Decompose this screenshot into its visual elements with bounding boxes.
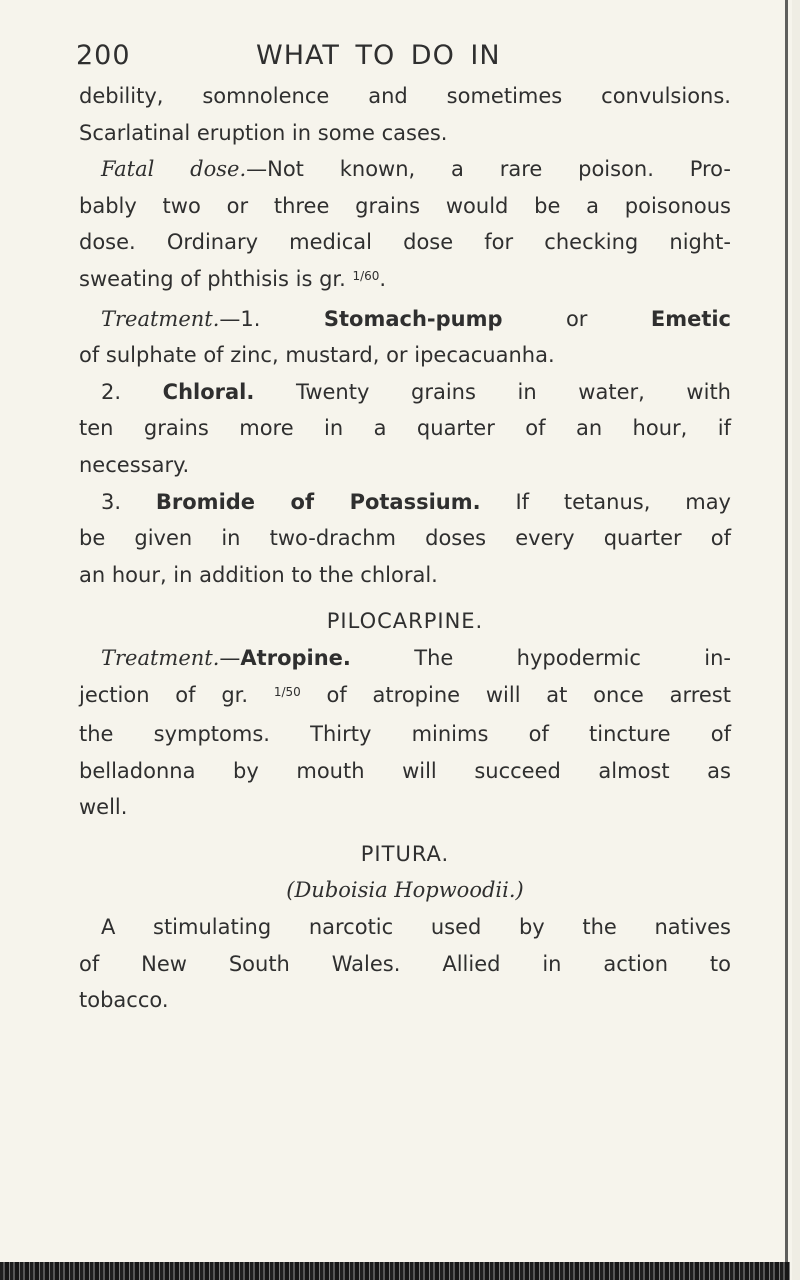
text-line: Scarlatinal eruption in some cases. bbox=[79, 120, 448, 145]
treatment-label: Treatment. bbox=[101, 306, 220, 331]
section-heading-pilocarpine: PILOCARPINE. bbox=[326, 609, 484, 634]
text-line: an hour, in addition to the chloral. bbox=[79, 562, 438, 587]
text-span: —1. bbox=[219, 306, 324, 331]
page-margin-strip bbox=[792, 0, 800, 1280]
text-line: bably two or three grains would be a poisonous bbox=[79, 193, 731, 218]
remedy-stomach-pump: Stomach-pump bbox=[323, 306, 503, 331]
body-text bbox=[79, 78, 731, 1019]
text-span: — bbox=[219, 645, 241, 670]
remedy-emetic: Emetic bbox=[650, 306, 731, 331]
text-span: of atropine will at once arrest bbox=[300, 682, 731, 707]
text-span: sweating of phthisis is gr. bbox=[79, 266, 353, 291]
running-head bbox=[76, 40, 726, 80]
text-span: The hypodermic in- bbox=[350, 645, 731, 670]
text-line: of New South Wales. Allied in action to bbox=[79, 951, 731, 976]
text-line: the symptoms. Thirty minims of tincture of bbox=[79, 722, 731, 747]
pilocarpine-treatment-line bbox=[79, 640, 731, 677]
text-span: 2. bbox=[101, 379, 163, 404]
text-line: necessary. bbox=[79, 452, 190, 477]
page-number: 200 bbox=[76, 40, 131, 71]
text-line: A stimulating narcotic used by the natives bbox=[101, 915, 731, 940]
remedy-bromide: Bromide of Potassium. bbox=[155, 489, 481, 514]
text-span: jection of gr. bbox=[79, 682, 274, 707]
text-span: —Not known, a rare poison. Pro- bbox=[246, 157, 731, 182]
remedy-atropine: Atropine. bbox=[240, 645, 351, 670]
fatal-dose-line bbox=[79, 151, 731, 188]
running-title: WHAT TO DO IN bbox=[256, 40, 501, 71]
dose-line bbox=[79, 261, 731, 301]
text-span: . bbox=[379, 266, 387, 291]
text-span: If tetanus, may bbox=[480, 489, 731, 514]
text-span: or bbox=[502, 306, 651, 331]
text-line: well. bbox=[79, 795, 128, 820]
chloral-line bbox=[79, 374, 731, 411]
text-line: debility, somnolence and sometimes convulsions. bbox=[79, 84, 731, 108]
dose-fraction: 1/60 bbox=[352, 268, 380, 283]
text-span: Twenty grains in water, with bbox=[254, 379, 731, 404]
treatment-line bbox=[79, 301, 731, 338]
text-line: be given in two-drachm doses every quarter of bbox=[79, 526, 731, 551]
text-line: ten grains more in a quarter of an hour, if bbox=[79, 416, 731, 441]
bromide-line bbox=[79, 484, 731, 521]
page-edge-shadow bbox=[785, 0, 788, 1280]
text-span: 3. bbox=[101, 489, 156, 514]
scan-bottom-edge bbox=[0, 1262, 790, 1280]
text-line: belladonna by mouth will succeed almost as bbox=[79, 758, 731, 783]
text-line: tobacco. bbox=[79, 988, 169, 1013]
text-line: dose. Ordinary medical dose for checking night- bbox=[79, 230, 731, 255]
treatment-label: Treatment. bbox=[101, 645, 220, 670]
section-heading-pitura: PITURA. bbox=[360, 841, 450, 866]
fatal-dose-label: Fatal dose. bbox=[101, 157, 247, 182]
dose-line bbox=[79, 677, 731, 717]
pitura-subheading: (Duboisia Hopwoodii.) bbox=[286, 878, 524, 903]
text-line: of sulphate of zinc, mustard, or ipecacuanha. bbox=[79, 343, 555, 368]
dose-fraction: 1/50 bbox=[273, 684, 301, 699]
remedy-chloral: Chloral. bbox=[162, 379, 255, 404]
